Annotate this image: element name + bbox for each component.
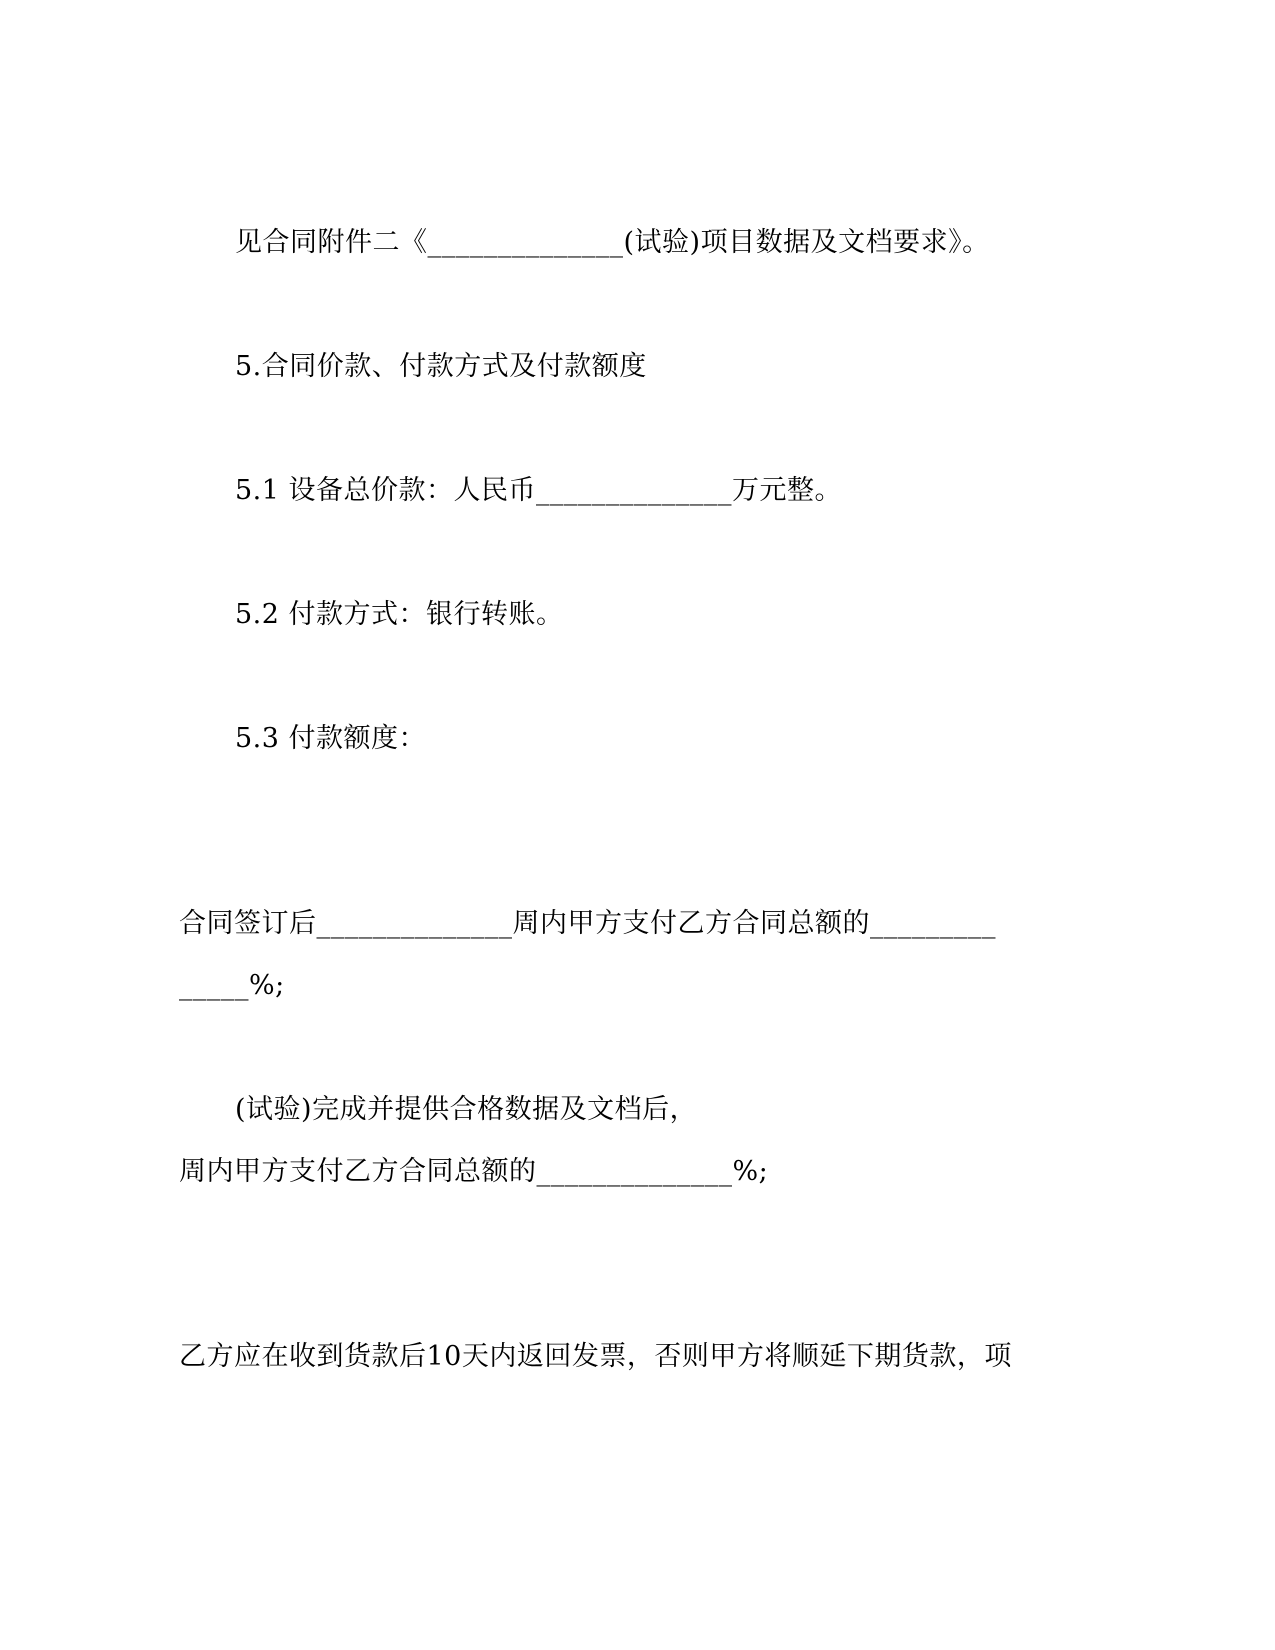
second-payment-line: 周内甲方支付乙方合同总额的______________%; xyxy=(179,1156,769,1187)
clause-5-3-payment-amount: 5.3 付款额度： xyxy=(235,723,427,754)
first-payment-line-continued: _____%; xyxy=(179,970,285,1001)
attachment-reference-line: 见合同附件二《______________(试验)项目数据及文档要求》。 xyxy=(235,227,990,258)
first-payment-line: 合同签订后______________周内甲方支付乙方合同总额的_________ xyxy=(179,908,996,939)
section-5-heading: 5.合同价款、付款方式及付款额度 xyxy=(235,351,647,382)
clause-5-1-total-price: 5.1 设备总价款：人民币______________万元整。 xyxy=(235,475,843,506)
test-completion-line: (试验)完成并提供合格数据及文档后， xyxy=(235,1094,698,1125)
clause-5-2-payment-method: 5.2 付款方式：银行转账。 xyxy=(235,599,564,630)
invoice-return-line: 乙方应在收到货款后10天内返回发票，否则甲方将顺延下期货款，项 xyxy=(179,1341,1012,1372)
